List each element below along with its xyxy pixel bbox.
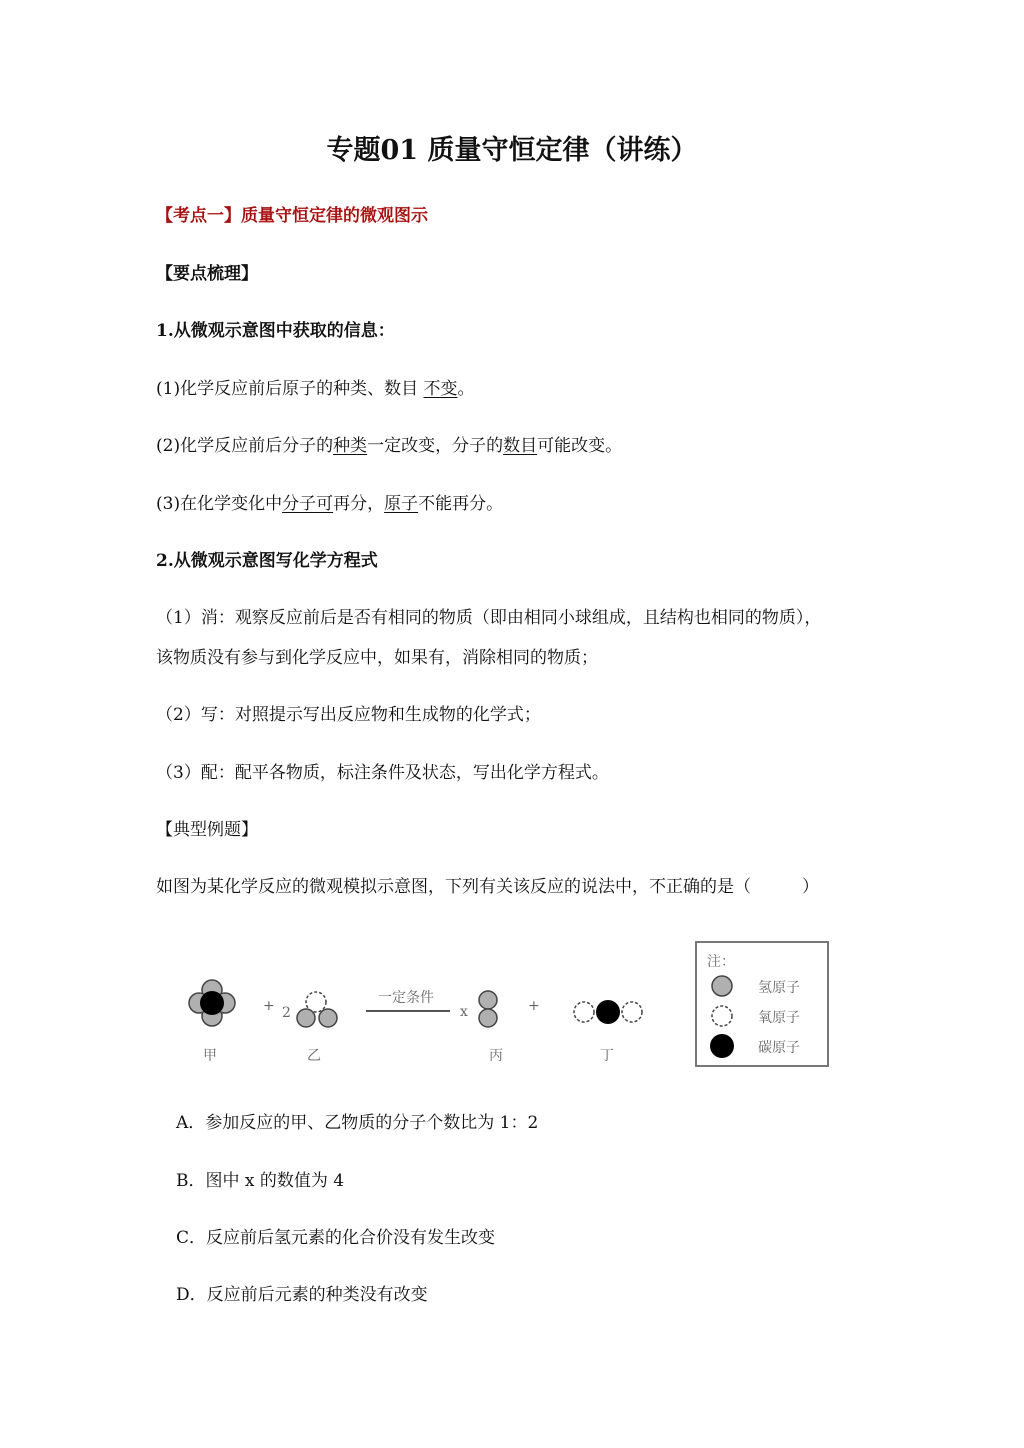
molecule-jia: [189, 980, 235, 1026]
page-title: 专题01 质量守恒定律（讲练）: [326, 135, 698, 166]
molecule-ding: [574, 1000, 642, 1024]
info-item-1-suffix: 。: [457, 379, 475, 399]
info-item-2-text: (2)化学反应前后分子的: [156, 436, 334, 456]
example-heading: 【典型例题】: [156, 820, 258, 840]
molecule-bing: [479, 991, 497, 1027]
coef-yi: 2: [282, 1005, 291, 1021]
label-yi: 乙: [307, 1048, 321, 1064]
condition-text: 一定条件: [378, 990, 434, 1006]
legend-carbon: 碳原子: [758, 1040, 800, 1056]
info-item-3-text: (3)在化学变化中: [156, 494, 283, 514]
info-item-1: [156, 377, 474, 401]
info-item-1-underline: 不变: [423, 379, 458, 399]
section1-heading: 1.从微观示意图中获取的信息：: [156, 321, 395, 341]
coef-bing: x: [460, 1004, 468, 1020]
info-item-3-underline-2: 原子: [384, 494, 419, 514]
info-item-2: [156, 434, 622, 458]
info-item-2-mid: 一定改变，分子的: [367, 436, 504, 456]
molecule-yi: [297, 992, 337, 1027]
plus-sign-1: +: [263, 998, 275, 1014]
yaodian-heading: 【要点梳理】: [156, 264, 258, 284]
info-item-3: [156, 492, 503, 516]
section2-heading: 2.从微观示意图写化学方程式: [156, 551, 378, 571]
legend-oxygen: 氧原子: [758, 1010, 800, 1026]
step1-line1: （1）消：观察反应前后是否有相同的物质（即由相同小球组成，且结构也相同的物质），: [156, 608, 822, 628]
step1-line2: 该物质没有参与到化学反应中，如果有，消除相同的物质；: [156, 648, 598, 668]
oxygen-atom-icon: [712, 1006, 732, 1026]
option-b[interactable]: B．图中 x 的数值为 4: [176, 1171, 345, 1191]
reaction-diagram: [170, 938, 840, 1078]
legend-hydrogen: 氢原子: [758, 980, 800, 996]
info-item-2-underline-2: 数目: [503, 436, 538, 456]
option-d[interactable]: D．反应前后元素的种类没有改变: [176, 1285, 428, 1305]
info-item-2-underline-1: 种类: [333, 436, 368, 456]
option-c[interactable]: C．反应前后氢元素的化合价没有发生改变: [176, 1228, 496, 1248]
info-item-2-suffix: 可能改变。: [537, 436, 623, 456]
step2: （2）写：对照提示写出反应物和生成物的化学式；: [156, 705, 541, 725]
plus-sign-2: +: [528, 998, 540, 1014]
option-a[interactable]: A．参加反应的甲、乙物质的分子个数比为 1：2: [176, 1113, 539, 1133]
legend-box: [696, 942, 828, 1066]
hydrogen-atom-icon: [712, 976, 732, 996]
info-item-3-underline-1: 分子可: [282, 494, 334, 514]
info-item-3-mid: 再分，: [333, 494, 385, 514]
step3: （3）配：配平各物质，标注条件及状态，写出化学方程式。: [156, 763, 609, 783]
question-text: 如图为某化学反应的微观模拟示意图，下列有关该反应的说法中，不正确的是（ ）: [156, 877, 819, 897]
legend-title: 注：: [707, 954, 735, 970]
carbon-atom-icon: [710, 1034, 734, 1058]
label-ding: 丁: [600, 1048, 614, 1064]
label-jia: 甲: [203, 1048, 217, 1064]
info-item-1-text: (1)化学反应前后原子的种类、数目: [156, 379, 424, 399]
label-bing: 丙: [489, 1048, 503, 1064]
kaodian-heading: 【考点一】质量守恒定律的微观图示: [156, 206, 428, 226]
info-item-3-suffix: 不能再分。: [418, 494, 504, 514]
